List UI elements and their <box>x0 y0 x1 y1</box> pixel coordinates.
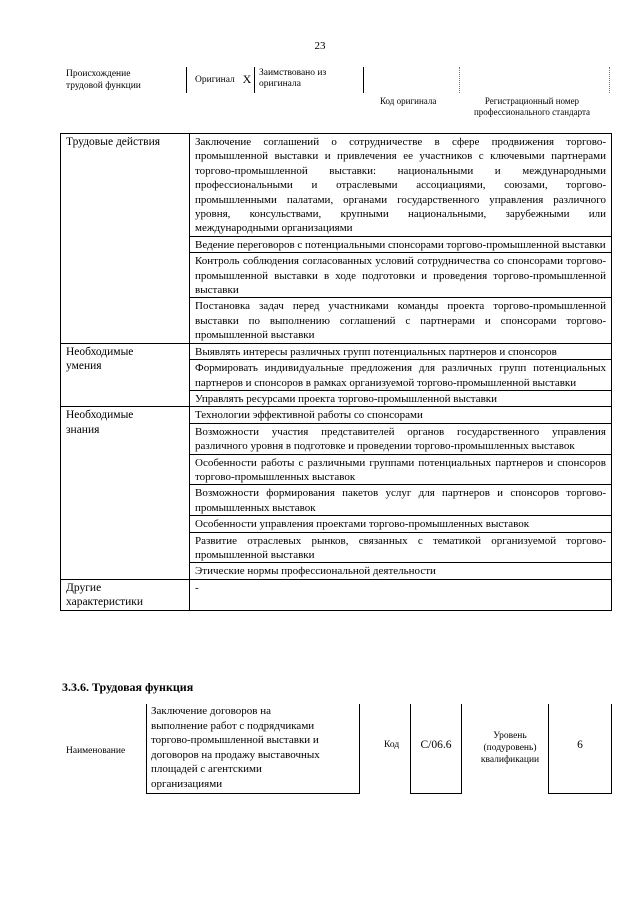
table-row <box>61 579 612 610</box>
level-label-line3: квалификации <box>480 755 540 765</box>
knowledge-label-line1: Необходимые <box>66 409 134 422</box>
original-code-cell <box>364 67 460 93</box>
labor-function-table <box>60 133 612 611</box>
labor-action-item: Постановка задач перед участниками команды проекта торгово-промышленной выставки по выполнению соглашений с партнерами и спонсорами торгово-промышленной выставки <box>190 298 612 343</box>
original-mark: X <box>242 72 252 86</box>
skills-label-line2: умения <box>66 360 102 373</box>
function-name-box <box>146 704 360 794</box>
skills-label-line1: Необходимые <box>66 345 134 358</box>
section-title: 3.3.6. Трудовая функция <box>62 680 194 694</box>
other-value: - <box>190 579 612 610</box>
labor-action-item: Контроль соблюдения согласованных условий сотрудничества со спонсорами торгово-промышленной выставки в ходе подготовки и проведения торгово-промышленной выставки <box>190 253 612 298</box>
skill-item: Выявлять интересы различных групп потенциальных партнеров и спонсоров <box>190 343 612 359</box>
knowledge-label <box>61 407 190 579</box>
knowledge-item: Особенности управления проектами торгово-промышленных выставок <box>190 516 612 532</box>
original-cell: Оригинал <box>186 67 240 93</box>
reg-caption-line2: профессионального стандарта <box>473 107 591 117</box>
table-row <box>61 134 612 237</box>
borrowed-line2: оригинала <box>259 79 301 89</box>
reg-number-cell <box>460 67 610 93</box>
table-row <box>61 343 612 359</box>
labor-action-item: Заключение соглашений о сотрудничестве в сфере продвижения торгово-промышленной выставки и привлечения ее участников с ключевыми партнерами торгово-промышленной выставки: национальными и международными профессиональными и отраслевыми ассоциациями, союзами, торгово-промышленными палатами, органами государственного управления различного уровня, консульствами, крупными национальными, зарубежными или международными организациями <box>190 134 612 237</box>
level-value: 6 <box>548 704 612 794</box>
function-name-line: площадей с агентскими <box>151 763 262 775</box>
code-value: С/06.6 <box>410 704 462 794</box>
skill-item: Управлять ресурсами проекта торгово-промышленной выставки <box>190 390 612 406</box>
knowledge-label-line2: знания <box>66 423 100 436</box>
function-name-line: выполнение работ с подрядчиками <box>151 719 315 732</box>
other-label <box>61 579 190 610</box>
other-label-line1: Другие <box>66 581 102 594</box>
level-label <box>470 730 550 766</box>
knowledge-item: Этические нормы профессиональной деятельности <box>190 563 612 579</box>
function-name-line: организациями <box>151 777 223 790</box>
page-number: 23 <box>314 40 326 52</box>
knowledge-item: Особенности работы с различными группами потенциальных партнеров и спонсоров торгово-промышленных выставок <box>190 454 612 485</box>
knowledge-item: Возможности участия представителей органов государственного управления различного уровня в подготовке и проведении торгово-промышленных выставок <box>190 423 612 454</box>
reg-number-caption <box>452 96 612 118</box>
labor-actions-label: Трудовые действия <box>61 134 190 344</box>
name-label: Наименование <box>66 746 126 756</box>
origin-label-line1: Происхождение <box>66 69 131 79</box>
function-name-line: договоров на продажу выставочных <box>151 748 320 761</box>
borrowed-cell <box>254 67 364 93</box>
origin-label-line2: трудовой функции <box>66 81 141 91</box>
code-label: Код <box>384 740 400 750</box>
origin-label <box>66 68 141 92</box>
code-original-caption: Код оригинала <box>380 96 437 106</box>
other-label-line2: характеристики <box>66 596 144 609</box>
level-label-line2: (подуровень) <box>483 743 537 753</box>
reg-caption-line1: Регистрационный номер <box>484 96 580 106</box>
function-name-line: торгово-промышленной выставки и <box>151 734 319 746</box>
skills-label <box>61 343 190 407</box>
table-row <box>61 407 612 423</box>
borrowed-line1: Заимствовано из <box>259 68 327 78</box>
labor-action-item: Ведение переговоров с потенциальными спонсорами торгово-промышленной выставки <box>190 236 612 252</box>
knowledge-item: Возможности формирования пакетов услуг для партнеров и спонсоров торгово-промышленных выставок <box>190 485 612 516</box>
skill-item: Формировать индивидуальные предложения для различных групп потенциальных партнеров и спонсоров в рамках организуемой торгово-промышленной выставки <box>190 360 612 391</box>
function-name-line: Заключение договоров на <box>151 705 272 717</box>
knowledge-item: Развитие отраслевых рынков, связанных с тематикой организуемой торгово-промышленной выставки <box>190 532 612 563</box>
level-label-line1: Уровень <box>493 731 527 741</box>
knowledge-item: Технологии эффективной работы со спонсорами <box>190 407 612 423</box>
